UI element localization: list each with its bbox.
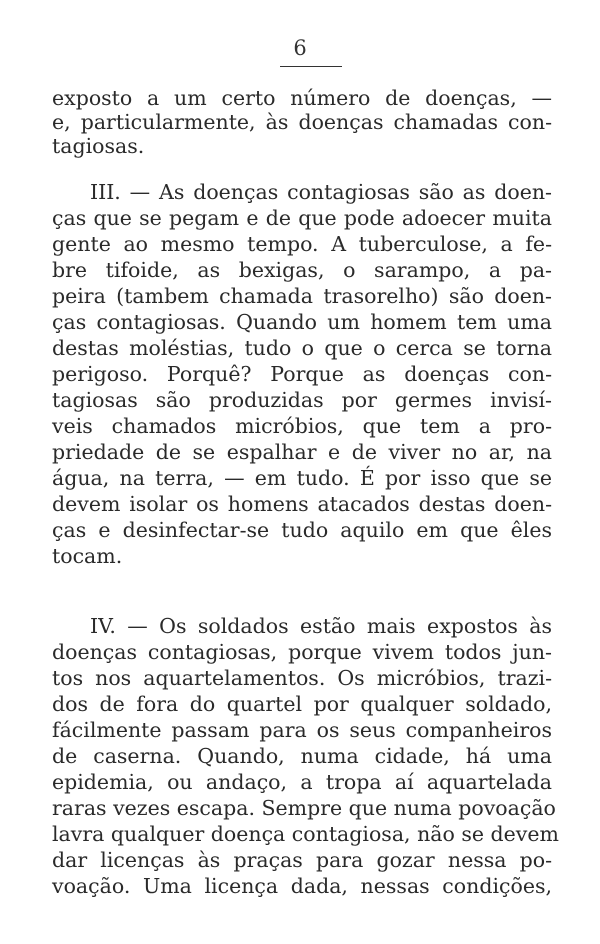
text-line: tocam.: [52, 544, 123, 568]
text-line: III. — As doenças contagiosas são as doen-: [90, 180, 552, 204]
text-line: lavra qualquer doença contagiosa, não se devem: [52, 822, 559, 846]
text-line: bre tifoide, as bexigas, o sarampo, a pa-: [52, 258, 552, 282]
text-line: voação. Uma licença dada, nessas condições,: [52, 874, 552, 898]
text-line: exposto a um certo número de doenças, —: [52, 86, 552, 110]
text-line: epidemia, ou andaço, a tropa aí aquartelada: [52, 770, 552, 794]
text-line: de caserna. Quando, numa cidade, há uma: [52, 744, 552, 768]
page-number: 6: [293, 36, 307, 60]
text-line: devem isolar os homens atacados destas doen-: [52, 492, 552, 516]
text-line: ças contagiosas. Quando um homem tem uma: [52, 310, 552, 334]
text-line: água, na terra, — em tudo. É por isso que se: [52, 466, 552, 490]
text-line: veis chamados micróbios, que tem a pro-: [52, 414, 552, 438]
text-line: tos nos aquartelamentos. Os micróbios, trazi-: [52, 666, 552, 690]
text-line: tagiosas.: [52, 134, 145, 158]
text-line: fácilmente passam para os seus companheiros: [52, 718, 552, 742]
text-line: priedade de se espalhar e de viver no ar, na: [52, 440, 552, 464]
text-line: gente ao mesmo tempo. A tuberculose, a fe-: [52, 232, 552, 256]
text-line: doenças contagiosas, porque vivem todos jun-: [52, 640, 552, 664]
text-line: peira (tambem chamada trasorelho) são doen-: [52, 284, 552, 308]
text-line: ças que se pegam e de que pode adoecer muita: [52, 206, 552, 230]
text-line: destas moléstias, tudo o que o cerca se torna: [52, 336, 552, 360]
page-number-rule: [280, 66, 342, 67]
text-line: ças e desinfectar-se tudo aquilo em que êles: [52, 518, 552, 542]
text-line: dos de fora do quartel por qualquer soldado,: [52, 692, 552, 716]
text-line: IV. — Os soldados estão mais expostos às: [90, 614, 552, 638]
text-line: perigoso. Porquê? Porque as doenças con-: [52, 362, 552, 386]
text-line: e, particularmente, às doenças chamadas con-: [52, 110, 552, 134]
text-line: raras vezes escapa. Sempre que numa povoação: [52, 796, 556, 820]
text-line: dar licenças às praças para gozar nessa po-: [52, 848, 552, 872]
text-line: tagiosas são produzidas por germes invisí-: [52, 388, 552, 412]
